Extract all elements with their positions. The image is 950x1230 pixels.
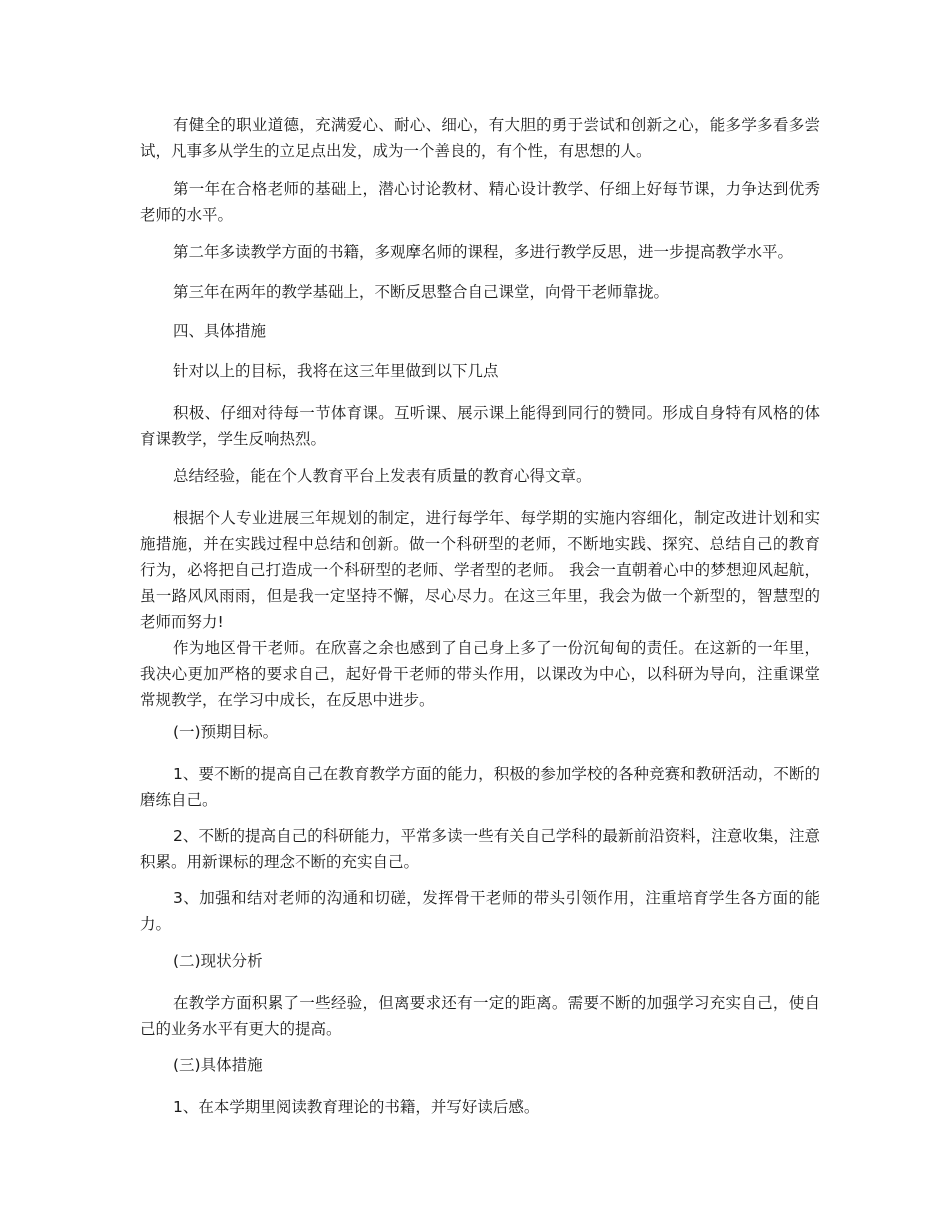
- paragraph-first-year: 第一年在合格老师的基础上，潜心讨论教材、精心设计教学、仔细上好每节课，力争达到优秀老师的水平。: [140, 180, 820, 224]
- subheading-status-analysis: (二)现状分析: [173, 952, 263, 970]
- paragraph-professional-ethics: 有健全的职业道德，充满爱心、耐心、细心，有大胆的勇于尝试和创新之心，能多学多看多尝试，凡事多从学生的立足点出发，成为一个善良的，有个性，有思想的人。: [140, 116, 820, 160]
- list-item-goal-3: 3、加强和结对老师的沟通和切磋，发挥骨干老师的带头引领作用，注重培育学生各方面的能力。: [140, 889, 820, 933]
- paragraph-second-year: 第二年多读教学方面的书籍，多观摩名师的课程，多进行教学反思，进一步提高教学水平。: [173, 243, 794, 261]
- subheading-specific-measures: (三)具体措施: [173, 1056, 263, 1074]
- paragraph-three-year-plan: 根据个人专业进展三年规划的制定，进行每学年、每学期的实施内容细化，制定改进计划和实施措施，并在实践过程中总结和创新。做一个科研型的老师，不断地实践、探究、总结自己的教育行为，必将把自己打造成一个科研型的老师、学者型的老师。 我会一直朝着心中的梦想迎风起航，虽一路风风雨雨，但是我一定坚持不懈，尽心尽力。在这三年里，我会为做一个新型的，智慧型的老师而努力!: [140, 509, 820, 631]
- list-item-goal-2: 2、不断的提高自己的科研能力，平常多读一些有关自己学科的最新前沿资料，注意收集，注意积累。用新课标的理念不断的充实自己。: [140, 827, 820, 871]
- paragraph-backbone-teacher: 作为地区骨干老师。在欣喜之余也感到了自己身上多了一份沉甸甸的责任。在这新的一年里，我决心更加严格的要求自己，起好骨干老师的带头作用，以课改为中心，以科研为导向，注重课堂常规教学，在学习中成长，在反思中进步。: [140, 639, 820, 709]
- paragraph-third-year: 第三年在两年的教学基础上，不断反思整合自己课堂，向骨干老师靠拢。: [173, 283, 670, 301]
- paragraph-pe-class: 积极、仔细对待每一节体育课。互听课、展示课上能得到同行的赞同。形成自身特有风格的体育课教学，学生反响热烈。: [140, 404, 820, 448]
- list-item-goal-1: 1、要不断的提高自己在教育教学方面的能力，积极的参加学校的各种竞赛和教研活动，不断的磨练自己。: [140, 765, 820, 809]
- list-item-measure-1: 1、在本学期里阅读教育理论的书籍，并写好读后感。: [173, 1098, 540, 1116]
- paragraph-goals-intro: 针对以上的目标，我将在这三年里做到以下几点: [173, 362, 499, 380]
- paragraph-summary-experience: 总结经验，能在个人教育平台上发表有质量的教育心得文章。: [173, 467, 592, 485]
- subheading-expected-goals: (一)预期目标。: [173, 723, 279, 741]
- paragraph-status-analysis: 在教学方面积累了一些经验，但离要求还有一定的距离。需要不断的加强学习充实自己，使自己的业务水平有更大的提高。: [140, 994, 820, 1038]
- section-heading-measures: 四、具体措施: [173, 322, 267, 340]
